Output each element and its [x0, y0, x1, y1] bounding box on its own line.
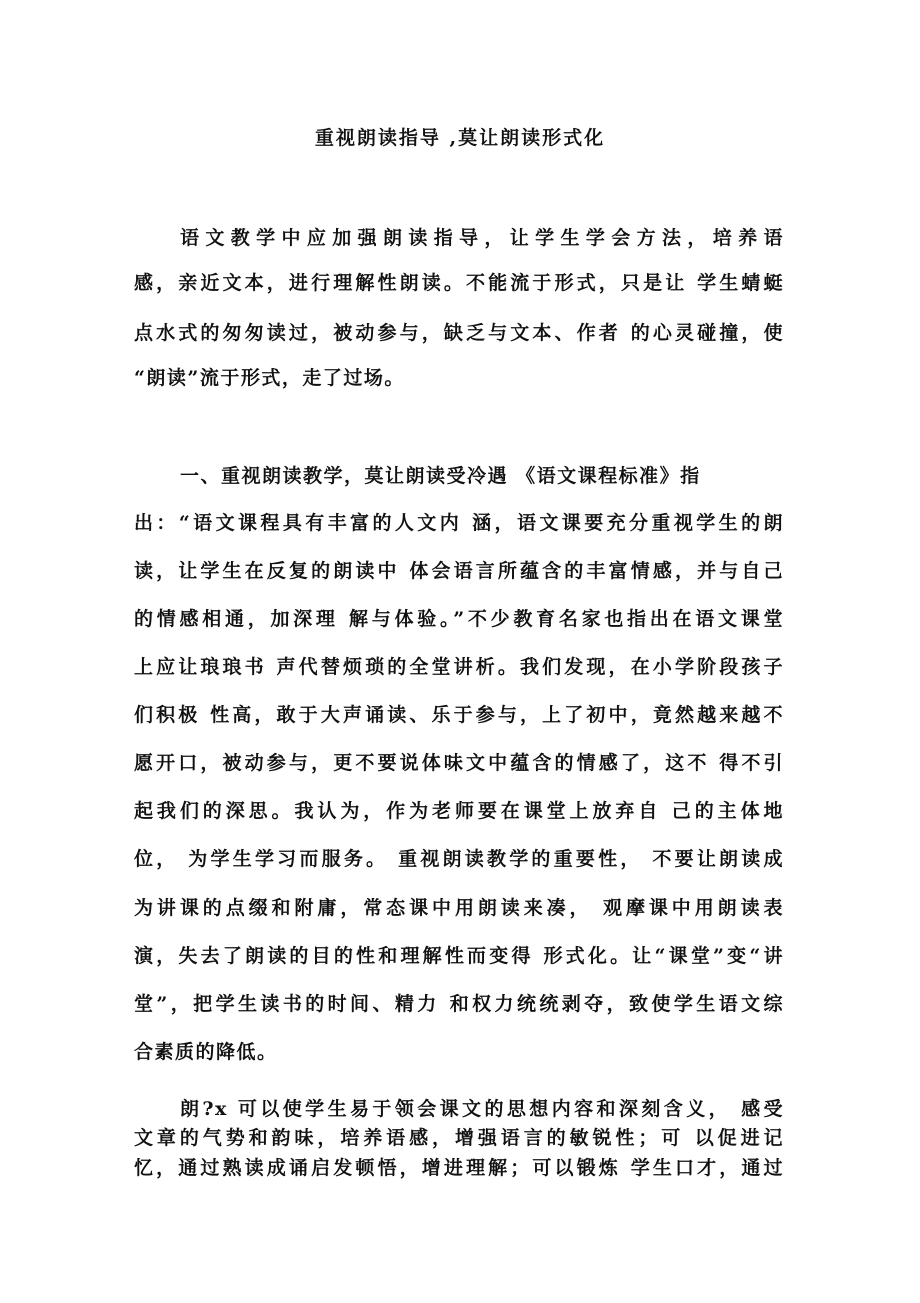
paragraph-2-line: 愿开口，被动参与，更不要说体味文中蕴含的情感了，这不 得不引 [134, 752, 784, 774]
paragraph-2-line: 读，让学生在反复的朗读中 体会语言所蕴含的丰富情感，并与自己 [134, 560, 784, 582]
paragraph-1-line: “朗读”流于形式，走了过场。 [134, 367, 405, 389]
paragraph-2-line: 上应让琅琅书 声代替烦琐的全堂讲析。我们发现，在小学阶段孩子 [134, 656, 784, 678]
paragraph-2-line: 的情感相通，加深理 解与体验。”不少教育名家也指出在语文课堂 [134, 608, 784, 630]
paragraph-2-line: 出：“语文课程具有丰富的人文内 涵，语文课要充分重视学生的朗 [134, 512, 784, 534]
paragraph-2-line: 一、重视朗读教学，莫让朗读受冷遇 《语文课程标准》指 [180, 465, 701, 487]
paragraph-2-line: 演，失去了朗读的目的性和理解性而变得 形式化。让“课堂”变“讲 [134, 945, 784, 967]
paragraph-1-line: 语文教学中应加强朗读指导，让学生学会方法，培养语 [180, 227, 784, 249]
document-title: 重视朗读指导 ,莫让朗读形式化 [314, 127, 606, 149]
paragraph-1-line: 点水式的匆匆读过，被动参与，缺乏与文本、作者 的心灵碰撞，使 [134, 322, 784, 344]
paragraph-3-line: 文章的气势和韵味，培养语感，增强语言的敏锐性；可 以促进记 [134, 1127, 784, 1149]
paragraph-2-line: 合素质的降低。 [134, 1041, 278, 1063]
paragraph-2-line: 堂”，把学生读书的时间、精力 和权力统统剥夺，致使学生语文综 [134, 993, 784, 1015]
paragraph-2-line: 位， 为学生学习而服务。 重视朗读教学的重要性， 不要让朗读成 [134, 848, 784, 870]
paragraph-1-line: 感，亲近文本，进行理解性朗读。不能流于形式，只是让 学生蜻蜓 [134, 272, 784, 294]
paragraph-2-line: 们积极 性高，敢于大声诵读、乐于参与，上了初中，竟然越来越不 [134, 704, 784, 726]
paragraph-3-line: 朗?x 可以使学生易于领会课文的思想内容和深刻含义， 感受 [180, 1098, 784, 1120]
paragraph-2-line: 起我们的深思。我认为，作为老师要在课堂上放弃自 己的主体地 [134, 800, 784, 822]
paragraph-3-line: 忆，通过熟读成诵启发顿悟，增进理解；可以锻炼 学生口才，通过 [134, 1157, 784, 1179]
paragraph-2-line: 为讲课的点缀和附庸，常态课中用朗读来凑， 观摩课中用朗读表 [134, 897, 784, 919]
